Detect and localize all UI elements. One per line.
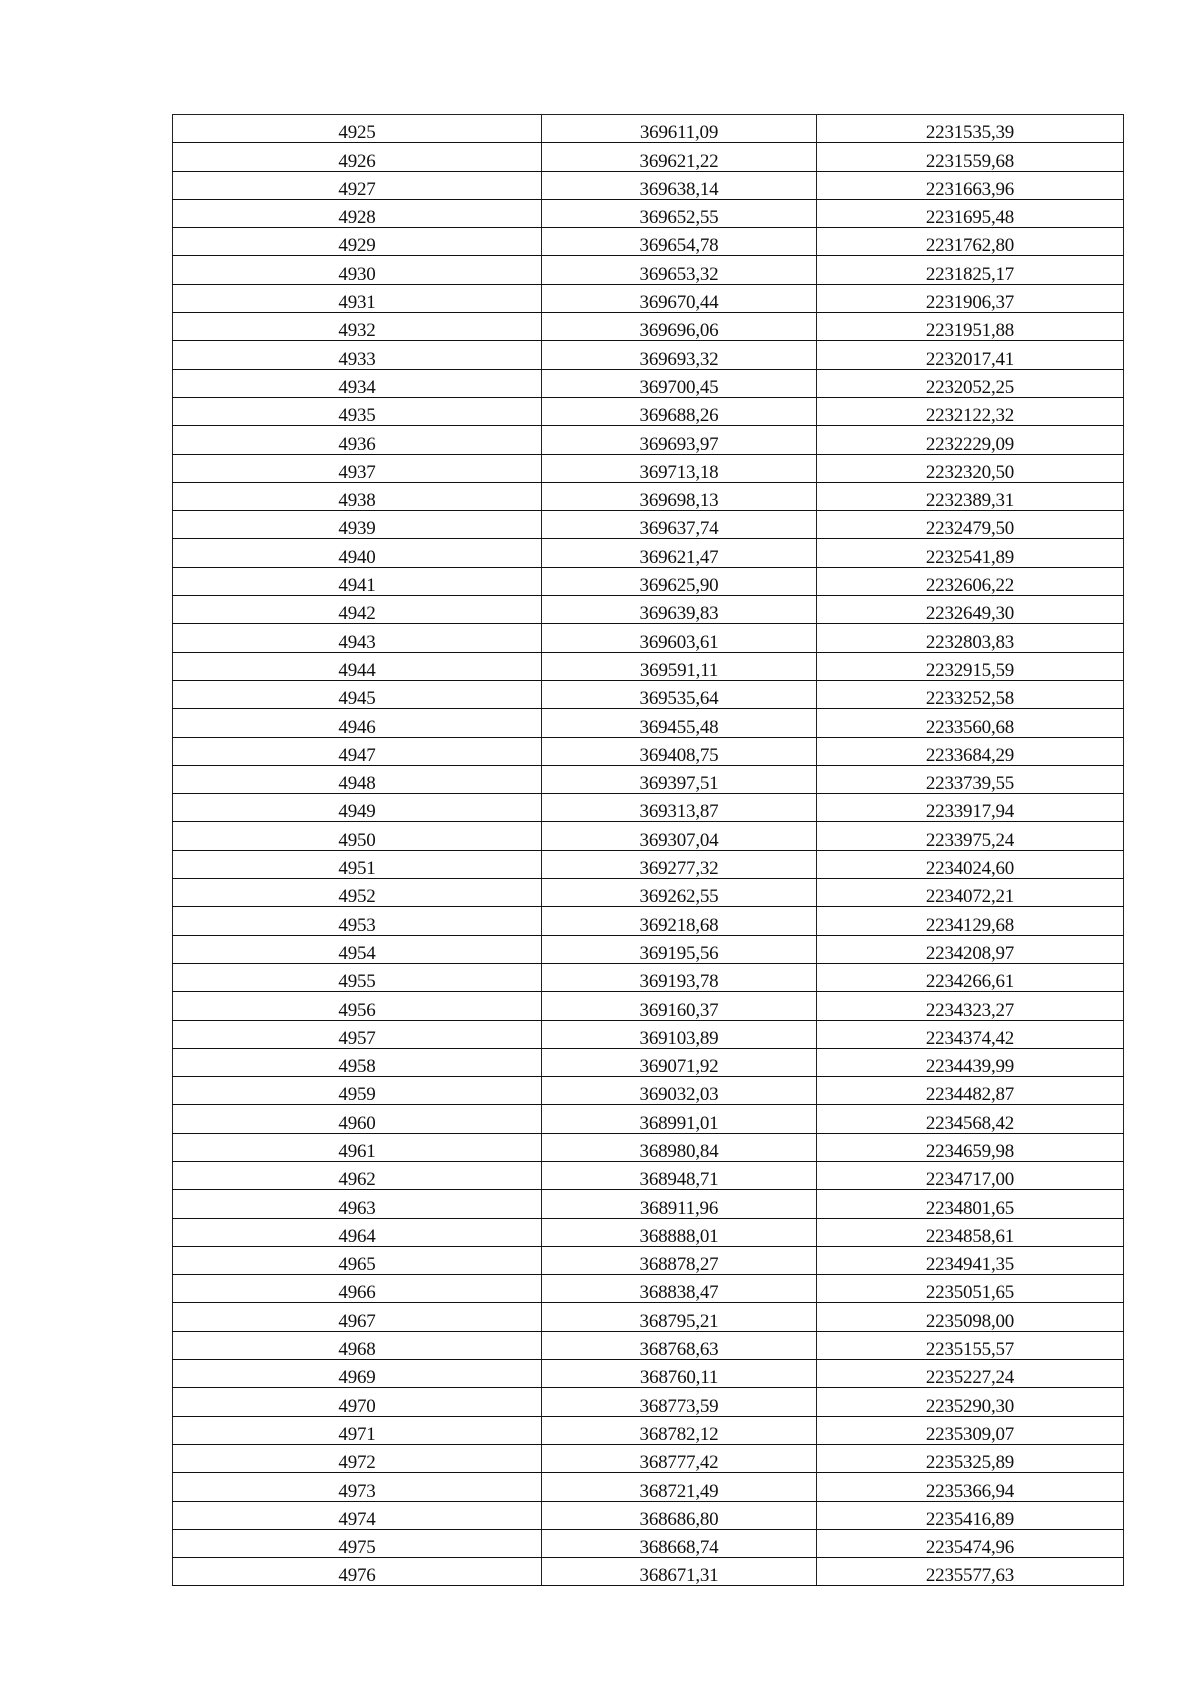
- table-row: [173, 1218, 1124, 1246]
- x-coordinate-cell: 369698,13: [542, 482, 817, 510]
- x-coordinate-cell: 369639,83: [542, 596, 817, 624]
- table-row: [173, 1161, 1124, 1189]
- point-number-cell: 4929: [173, 228, 542, 256]
- table-row: [173, 992, 1124, 1020]
- table-row: [173, 369, 1124, 397]
- point-number-cell: 4935: [173, 397, 542, 425]
- y-coordinate-cell: 2234941,35: [817, 1246, 1124, 1274]
- x-coordinate-cell: 368686,80: [542, 1501, 817, 1529]
- point-number-cell: 4972: [173, 1444, 542, 1472]
- table-row: [173, 1529, 1124, 1557]
- y-coordinate-cell: 2233684,29: [817, 737, 1124, 765]
- table-row: [173, 1444, 1124, 1472]
- y-coordinate-cell: 2232017,41: [817, 341, 1124, 369]
- x-coordinate-cell: 369032,03: [542, 1077, 817, 1105]
- table-row: [173, 1275, 1124, 1303]
- table-row: [173, 596, 1124, 624]
- point-number-cell: 4959: [173, 1077, 542, 1105]
- y-coordinate-cell: 2235227,24: [817, 1360, 1124, 1388]
- x-coordinate-cell: 368991,01: [542, 1105, 817, 1133]
- x-coordinate-cell: 368878,27: [542, 1246, 817, 1274]
- y-coordinate-cell: 2233252,58: [817, 680, 1124, 708]
- y-coordinate-cell: 2233975,24: [817, 822, 1124, 850]
- table-row: [173, 1416, 1124, 1444]
- point-number-cell: 4960: [173, 1105, 542, 1133]
- x-coordinate-cell: 369713,18: [542, 454, 817, 482]
- point-number-cell: 4951: [173, 850, 542, 878]
- y-coordinate-cell: 2232320,50: [817, 454, 1124, 482]
- y-coordinate-cell: 2233560,68: [817, 709, 1124, 737]
- y-coordinate-cell: 2232052,25: [817, 369, 1124, 397]
- y-coordinate-cell: 2232606,22: [817, 567, 1124, 595]
- table-row: [173, 935, 1124, 963]
- x-coordinate-cell: 369218,68: [542, 907, 817, 935]
- point-number-cell: 4932: [173, 313, 542, 341]
- point-number-cell: 4927: [173, 171, 542, 199]
- x-coordinate-cell: 369625,90: [542, 567, 817, 595]
- y-coordinate-cell: 2231762,80: [817, 228, 1124, 256]
- x-coordinate-cell: 369700,45: [542, 369, 817, 397]
- y-coordinate-cell: 2234568,42: [817, 1105, 1124, 1133]
- x-coordinate-cell: 369653,32: [542, 256, 817, 284]
- y-coordinate-cell: 2235325,89: [817, 1444, 1124, 1472]
- coordinates-table-body: [173, 115, 1124, 1586]
- table-row: [173, 143, 1124, 171]
- table-row: [173, 907, 1124, 935]
- table-row: [173, 765, 1124, 793]
- table-row: [173, 341, 1124, 369]
- table-row: [173, 680, 1124, 708]
- point-number-cell: 4941: [173, 567, 542, 595]
- x-coordinate-cell: 369652,55: [542, 199, 817, 227]
- table-row: [173, 1331, 1124, 1359]
- x-coordinate-cell: 368777,42: [542, 1444, 817, 1472]
- x-coordinate-cell: 369277,32: [542, 850, 817, 878]
- table-row: [173, 1105, 1124, 1133]
- point-number-cell: 4938: [173, 482, 542, 510]
- point-number-cell: 4940: [173, 539, 542, 567]
- point-number-cell: 4965: [173, 1246, 542, 1274]
- y-coordinate-cell: 2235474,96: [817, 1529, 1124, 1557]
- x-coordinate-cell: 369621,22: [542, 143, 817, 171]
- point-number-cell: 4931: [173, 284, 542, 312]
- table-row: [173, 709, 1124, 737]
- x-coordinate-cell: 369160,37: [542, 992, 817, 1020]
- x-coordinate-cell: 369455,48: [542, 709, 817, 737]
- x-coordinate-cell: 369193,78: [542, 963, 817, 991]
- x-coordinate-cell: 368795,21: [542, 1303, 817, 1331]
- point-number-cell: 4954: [173, 935, 542, 963]
- point-number-cell: 4976: [173, 1558, 542, 1586]
- table-row: [173, 426, 1124, 454]
- x-coordinate-cell: 368911,96: [542, 1190, 817, 1218]
- x-coordinate-cell: 369071,92: [542, 1048, 817, 1076]
- y-coordinate-cell: 2235051,65: [817, 1275, 1124, 1303]
- table-row: [173, 171, 1124, 199]
- y-coordinate-cell: 2232541,89: [817, 539, 1124, 567]
- point-number-cell: 4937: [173, 454, 542, 482]
- x-coordinate-cell: 369603,61: [542, 624, 817, 652]
- x-coordinate-cell: 368980,84: [542, 1133, 817, 1161]
- y-coordinate-cell: 2235416,89: [817, 1501, 1124, 1529]
- x-coordinate-cell: 369611,09: [542, 115, 817, 143]
- y-coordinate-cell: 2235309,07: [817, 1416, 1124, 1444]
- x-coordinate-cell: 369535,64: [542, 680, 817, 708]
- table-row: [173, 482, 1124, 510]
- point-number-cell: 4969: [173, 1360, 542, 1388]
- table-row: [173, 511, 1124, 539]
- y-coordinate-cell: 2231535,39: [817, 115, 1124, 143]
- table-row: [173, 822, 1124, 850]
- table-row: [173, 794, 1124, 822]
- y-coordinate-cell: 2233739,55: [817, 765, 1124, 793]
- y-coordinate-cell: 2234129,68: [817, 907, 1124, 935]
- table-row: [173, 963, 1124, 991]
- y-coordinate-cell: 2234858,61: [817, 1218, 1124, 1246]
- x-coordinate-cell: 369696,06: [542, 313, 817, 341]
- y-coordinate-cell: 2233917,94: [817, 794, 1124, 822]
- y-coordinate-cell: 2235155,57: [817, 1331, 1124, 1359]
- point-number-cell: 4963: [173, 1190, 542, 1218]
- x-coordinate-cell: 368668,74: [542, 1529, 817, 1557]
- table-row: [173, 1303, 1124, 1331]
- point-number-cell: 4958: [173, 1048, 542, 1076]
- point-number-cell: 4955: [173, 963, 542, 991]
- table-row: [173, 1020, 1124, 1048]
- x-coordinate-cell: 369670,44: [542, 284, 817, 312]
- y-coordinate-cell: 2231663,96: [817, 171, 1124, 199]
- y-coordinate-cell: 2234717,00: [817, 1161, 1124, 1189]
- point-number-cell: 4930: [173, 256, 542, 284]
- x-coordinate-cell: 368888,01: [542, 1218, 817, 1246]
- x-coordinate-cell: 369408,75: [542, 737, 817, 765]
- table-row: [173, 850, 1124, 878]
- x-coordinate-cell: 368838,47: [542, 1275, 817, 1303]
- point-number-cell: 4942: [173, 596, 542, 624]
- table-row: [173, 624, 1124, 652]
- y-coordinate-cell: 2232915,59: [817, 652, 1124, 680]
- point-number-cell: 4974: [173, 1501, 542, 1529]
- table-row: [173, 737, 1124, 765]
- x-coordinate-cell: 368773,59: [542, 1388, 817, 1416]
- table-row: [173, 879, 1124, 907]
- y-coordinate-cell: 2231559,68: [817, 143, 1124, 171]
- x-coordinate-cell: 369397,51: [542, 765, 817, 793]
- y-coordinate-cell: 2234208,97: [817, 935, 1124, 963]
- table-row: [173, 1190, 1124, 1218]
- y-coordinate-cell: 2235577,63: [817, 1558, 1124, 1586]
- table-row: [173, 1360, 1124, 1388]
- y-coordinate-cell: 2235098,00: [817, 1303, 1124, 1331]
- table-row: [173, 1388, 1124, 1416]
- table-row: [173, 1077, 1124, 1105]
- point-number-cell: 4947: [173, 737, 542, 765]
- y-coordinate-cell: 2235290,30: [817, 1388, 1124, 1416]
- x-coordinate-cell: 369621,47: [542, 539, 817, 567]
- y-coordinate-cell: 2231951,88: [817, 313, 1124, 341]
- y-coordinate-cell: 2234439,99: [817, 1048, 1124, 1076]
- table-row: [173, 397, 1124, 425]
- point-number-cell: 4975: [173, 1529, 542, 1557]
- x-coordinate-cell: 369693,32: [542, 341, 817, 369]
- point-number-cell: 4957: [173, 1020, 542, 1048]
- x-coordinate-cell: 368671,31: [542, 1558, 817, 1586]
- x-coordinate-cell: 369103,89: [542, 1020, 817, 1048]
- x-coordinate-cell: 369591,11: [542, 652, 817, 680]
- point-number-cell: 4944: [173, 652, 542, 680]
- point-number-cell: 4973: [173, 1473, 542, 1501]
- table-row: [173, 652, 1124, 680]
- y-coordinate-cell: 2235366,94: [817, 1473, 1124, 1501]
- y-coordinate-cell: 2232229,09: [817, 426, 1124, 454]
- x-coordinate-cell: 369637,74: [542, 511, 817, 539]
- table-row: [173, 567, 1124, 595]
- table-row: [173, 199, 1124, 227]
- point-number-cell: 4939: [173, 511, 542, 539]
- point-number-cell: 4925: [173, 115, 542, 143]
- point-number-cell: 4943: [173, 624, 542, 652]
- y-coordinate-cell: 2234266,61: [817, 963, 1124, 991]
- point-number-cell: 4953: [173, 907, 542, 935]
- table-row: [173, 256, 1124, 284]
- x-coordinate-cell: 369195,56: [542, 935, 817, 963]
- x-coordinate-cell: 369262,55: [542, 879, 817, 907]
- table-row: [173, 1558, 1124, 1586]
- x-coordinate-cell: 369654,78: [542, 228, 817, 256]
- point-number-cell: 4945: [173, 680, 542, 708]
- x-coordinate-cell: 369313,87: [542, 794, 817, 822]
- y-coordinate-cell: 2234659,98: [817, 1133, 1124, 1161]
- y-coordinate-cell: 2232479,50: [817, 511, 1124, 539]
- point-number-cell: 4968: [173, 1331, 542, 1359]
- point-number-cell: 4967: [173, 1303, 542, 1331]
- x-coordinate-cell: 368760,11: [542, 1360, 817, 1388]
- point-number-cell: 4936: [173, 426, 542, 454]
- x-coordinate-cell: 368768,63: [542, 1331, 817, 1359]
- point-number-cell: 4962: [173, 1161, 542, 1189]
- point-number-cell: 4928: [173, 199, 542, 227]
- table-row: [173, 1473, 1124, 1501]
- point-number-cell: 4961: [173, 1133, 542, 1161]
- table-row: [173, 539, 1124, 567]
- y-coordinate-cell: 2234024,60: [817, 850, 1124, 878]
- point-number-cell: 4950: [173, 822, 542, 850]
- point-number-cell: 4966: [173, 1275, 542, 1303]
- point-number-cell: 4948: [173, 765, 542, 793]
- y-coordinate-cell: 2234072,21: [817, 879, 1124, 907]
- point-number-cell: 4933: [173, 341, 542, 369]
- y-coordinate-cell: 2232649,30: [817, 596, 1124, 624]
- point-number-cell: 4964: [173, 1218, 542, 1246]
- point-number-cell: 4971: [173, 1416, 542, 1444]
- x-coordinate-cell: 369693,97: [542, 426, 817, 454]
- y-coordinate-cell: 2234482,87: [817, 1077, 1124, 1105]
- point-number-cell: 4946: [173, 709, 542, 737]
- table-row: [173, 1133, 1124, 1161]
- table-row: [173, 284, 1124, 312]
- table-row: [173, 1246, 1124, 1274]
- point-number-cell: 4970: [173, 1388, 542, 1416]
- x-coordinate-cell: 369688,26: [542, 397, 817, 425]
- table-row: [173, 1048, 1124, 1076]
- table-row: [173, 1501, 1124, 1529]
- point-number-cell: 4934: [173, 369, 542, 397]
- point-number-cell: 4952: [173, 879, 542, 907]
- x-coordinate-cell: 369307,04: [542, 822, 817, 850]
- table-row: [173, 313, 1124, 341]
- table-row: [173, 228, 1124, 256]
- table-row: [173, 454, 1124, 482]
- point-number-cell: 4956: [173, 992, 542, 1020]
- y-coordinate-cell: 2234374,42: [817, 1020, 1124, 1048]
- x-coordinate-cell: 369638,14: [542, 171, 817, 199]
- x-coordinate-cell: 368721,49: [542, 1473, 817, 1501]
- y-coordinate-cell: 2231825,17: [817, 256, 1124, 284]
- table-row: [173, 115, 1124, 143]
- coordinates-table: [172, 114, 1124, 1586]
- y-coordinate-cell: 2232122,32: [817, 397, 1124, 425]
- y-coordinate-cell: 2231906,37: [817, 284, 1124, 312]
- point-number-cell: 4926: [173, 143, 542, 171]
- y-coordinate-cell: 2234801,65: [817, 1190, 1124, 1218]
- x-coordinate-cell: 368948,71: [542, 1161, 817, 1189]
- y-coordinate-cell: 2232803,83: [817, 624, 1124, 652]
- y-coordinate-cell: 2232389,31: [817, 482, 1124, 510]
- y-coordinate-cell: 2231695,48: [817, 199, 1124, 227]
- y-coordinate-cell: 2234323,27: [817, 992, 1124, 1020]
- point-number-cell: 4949: [173, 794, 542, 822]
- x-coordinate-cell: 368782,12: [542, 1416, 817, 1444]
